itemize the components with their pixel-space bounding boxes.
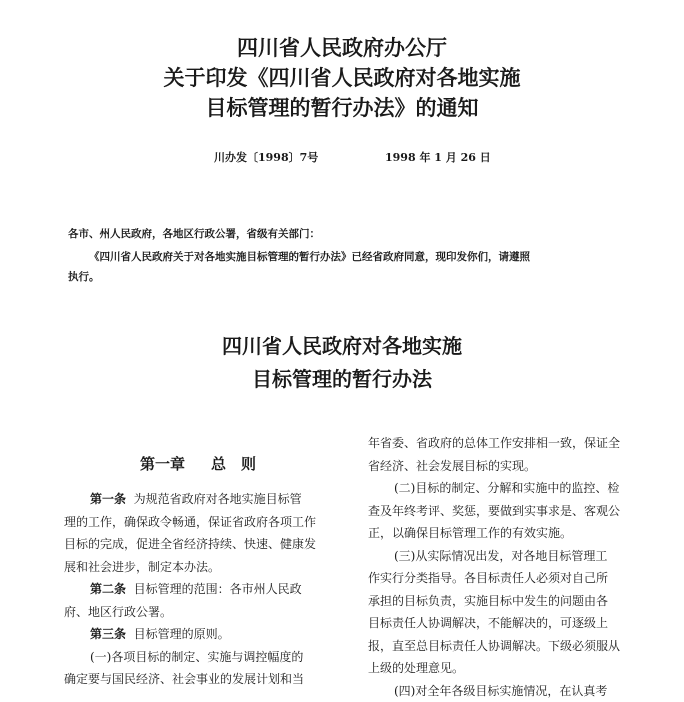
left-column xyxy=(64,488,364,691)
item-2-line-3: 正，以确保目标管理工作的有效实施。 xyxy=(368,522,668,545)
article-3-line-1: 第三条 目标管理的原则。 xyxy=(64,623,364,646)
article-3-item-1-line-1: (一)各项目标的制定、实施与调控幅度的 xyxy=(64,646,364,669)
item-3-line-6: 上级的处理意见。 xyxy=(368,657,668,680)
article-1-label: 第一条 xyxy=(90,492,126,506)
right-column xyxy=(368,432,668,702)
item-2-line-1: (二)目标的制定、分解和实施中的监控、检 xyxy=(368,477,668,500)
article-2-label: 第二条 xyxy=(90,582,126,596)
right-line-1: 年省委、省政府的总体工作安排相一致，保证全 xyxy=(368,432,668,455)
item-3-line-5: 报，直至总目标责任人协调解决。下级必须服从 xyxy=(368,635,668,658)
notice-body-line-2: 执行。 xyxy=(68,267,658,287)
article-1-line-2: 理的工作，确保政令畅通，保证省政府各项工作 xyxy=(64,511,364,534)
article-2-line-1: 第二条 目标管理的范围：各市州人民政 xyxy=(64,578,364,601)
item-2-line-2: 查及年终考评、奖惩，要做到实事求是、客观公 xyxy=(368,500,668,523)
measures-title xyxy=(0,330,684,396)
document-date: 1998 年 1 月 26 日 xyxy=(385,149,491,165)
right-line-2: 省经济、社会发展目标的实现。 xyxy=(368,455,668,478)
item-4-line-1: (四)对全年各级目标实施情况，在认真考 xyxy=(368,680,668,702)
measures-title-line-2: 目标管理的暂行办法 xyxy=(0,363,684,396)
notice-body-line-1: 《四川省人民政府关于对各地实施目标管理的暂行办法》已经省政府同意，现印发你们，请遵照 xyxy=(68,247,658,267)
article-1-line-1: 第一条 为规范省政府对各地实施目标管 xyxy=(64,488,364,511)
document-number: 川办发〔1998〕7号 xyxy=(214,149,318,165)
article-1-line-4: 展和社会进步，制定本办法。 xyxy=(64,556,364,579)
article-3-item-1-line-2: 确定要与国民经济、社会事业的发展计划和当 xyxy=(64,668,364,691)
notice-title-line-3: 目标管理的暂行办法》的通知 xyxy=(0,93,684,123)
item-3-line-3: 承担的目标负责，实施目标中发生的问题由各 xyxy=(368,590,668,613)
item-3-line-1: (三)从实际情况出发，对各地目标管理工 xyxy=(368,545,668,568)
chapter-heading xyxy=(140,453,256,474)
notice-title xyxy=(0,33,684,123)
notice-title-line-1: 四川省人民政府办公厅 xyxy=(0,33,684,63)
article-3-label: 第三条 xyxy=(90,627,126,641)
article-2-line-2: 府、地区行政公署。 xyxy=(64,601,364,624)
notice-body xyxy=(68,247,658,287)
addressee: 各市、州人民政府，各地区行政公署，省级有关部门： xyxy=(68,226,320,241)
item-3-line-2: 作实行分类指导。各目标责任人必须对自己所 xyxy=(368,567,668,590)
chapter-name: 总 则 xyxy=(211,453,256,474)
notice-title-line-2: 关于印发《四川省人民政府对各地实施 xyxy=(0,63,684,93)
measures-title-line-1: 四川省人民政府对各地实施 xyxy=(0,330,684,363)
item-3-line-4: 目标责任人协调解决，不能解决的，可逐级上 xyxy=(368,612,668,635)
chapter-label: 第一章 xyxy=(140,453,185,474)
article-1-line-3: 目标的完成，促进全省经济持续、快速、健康发 xyxy=(64,533,364,556)
